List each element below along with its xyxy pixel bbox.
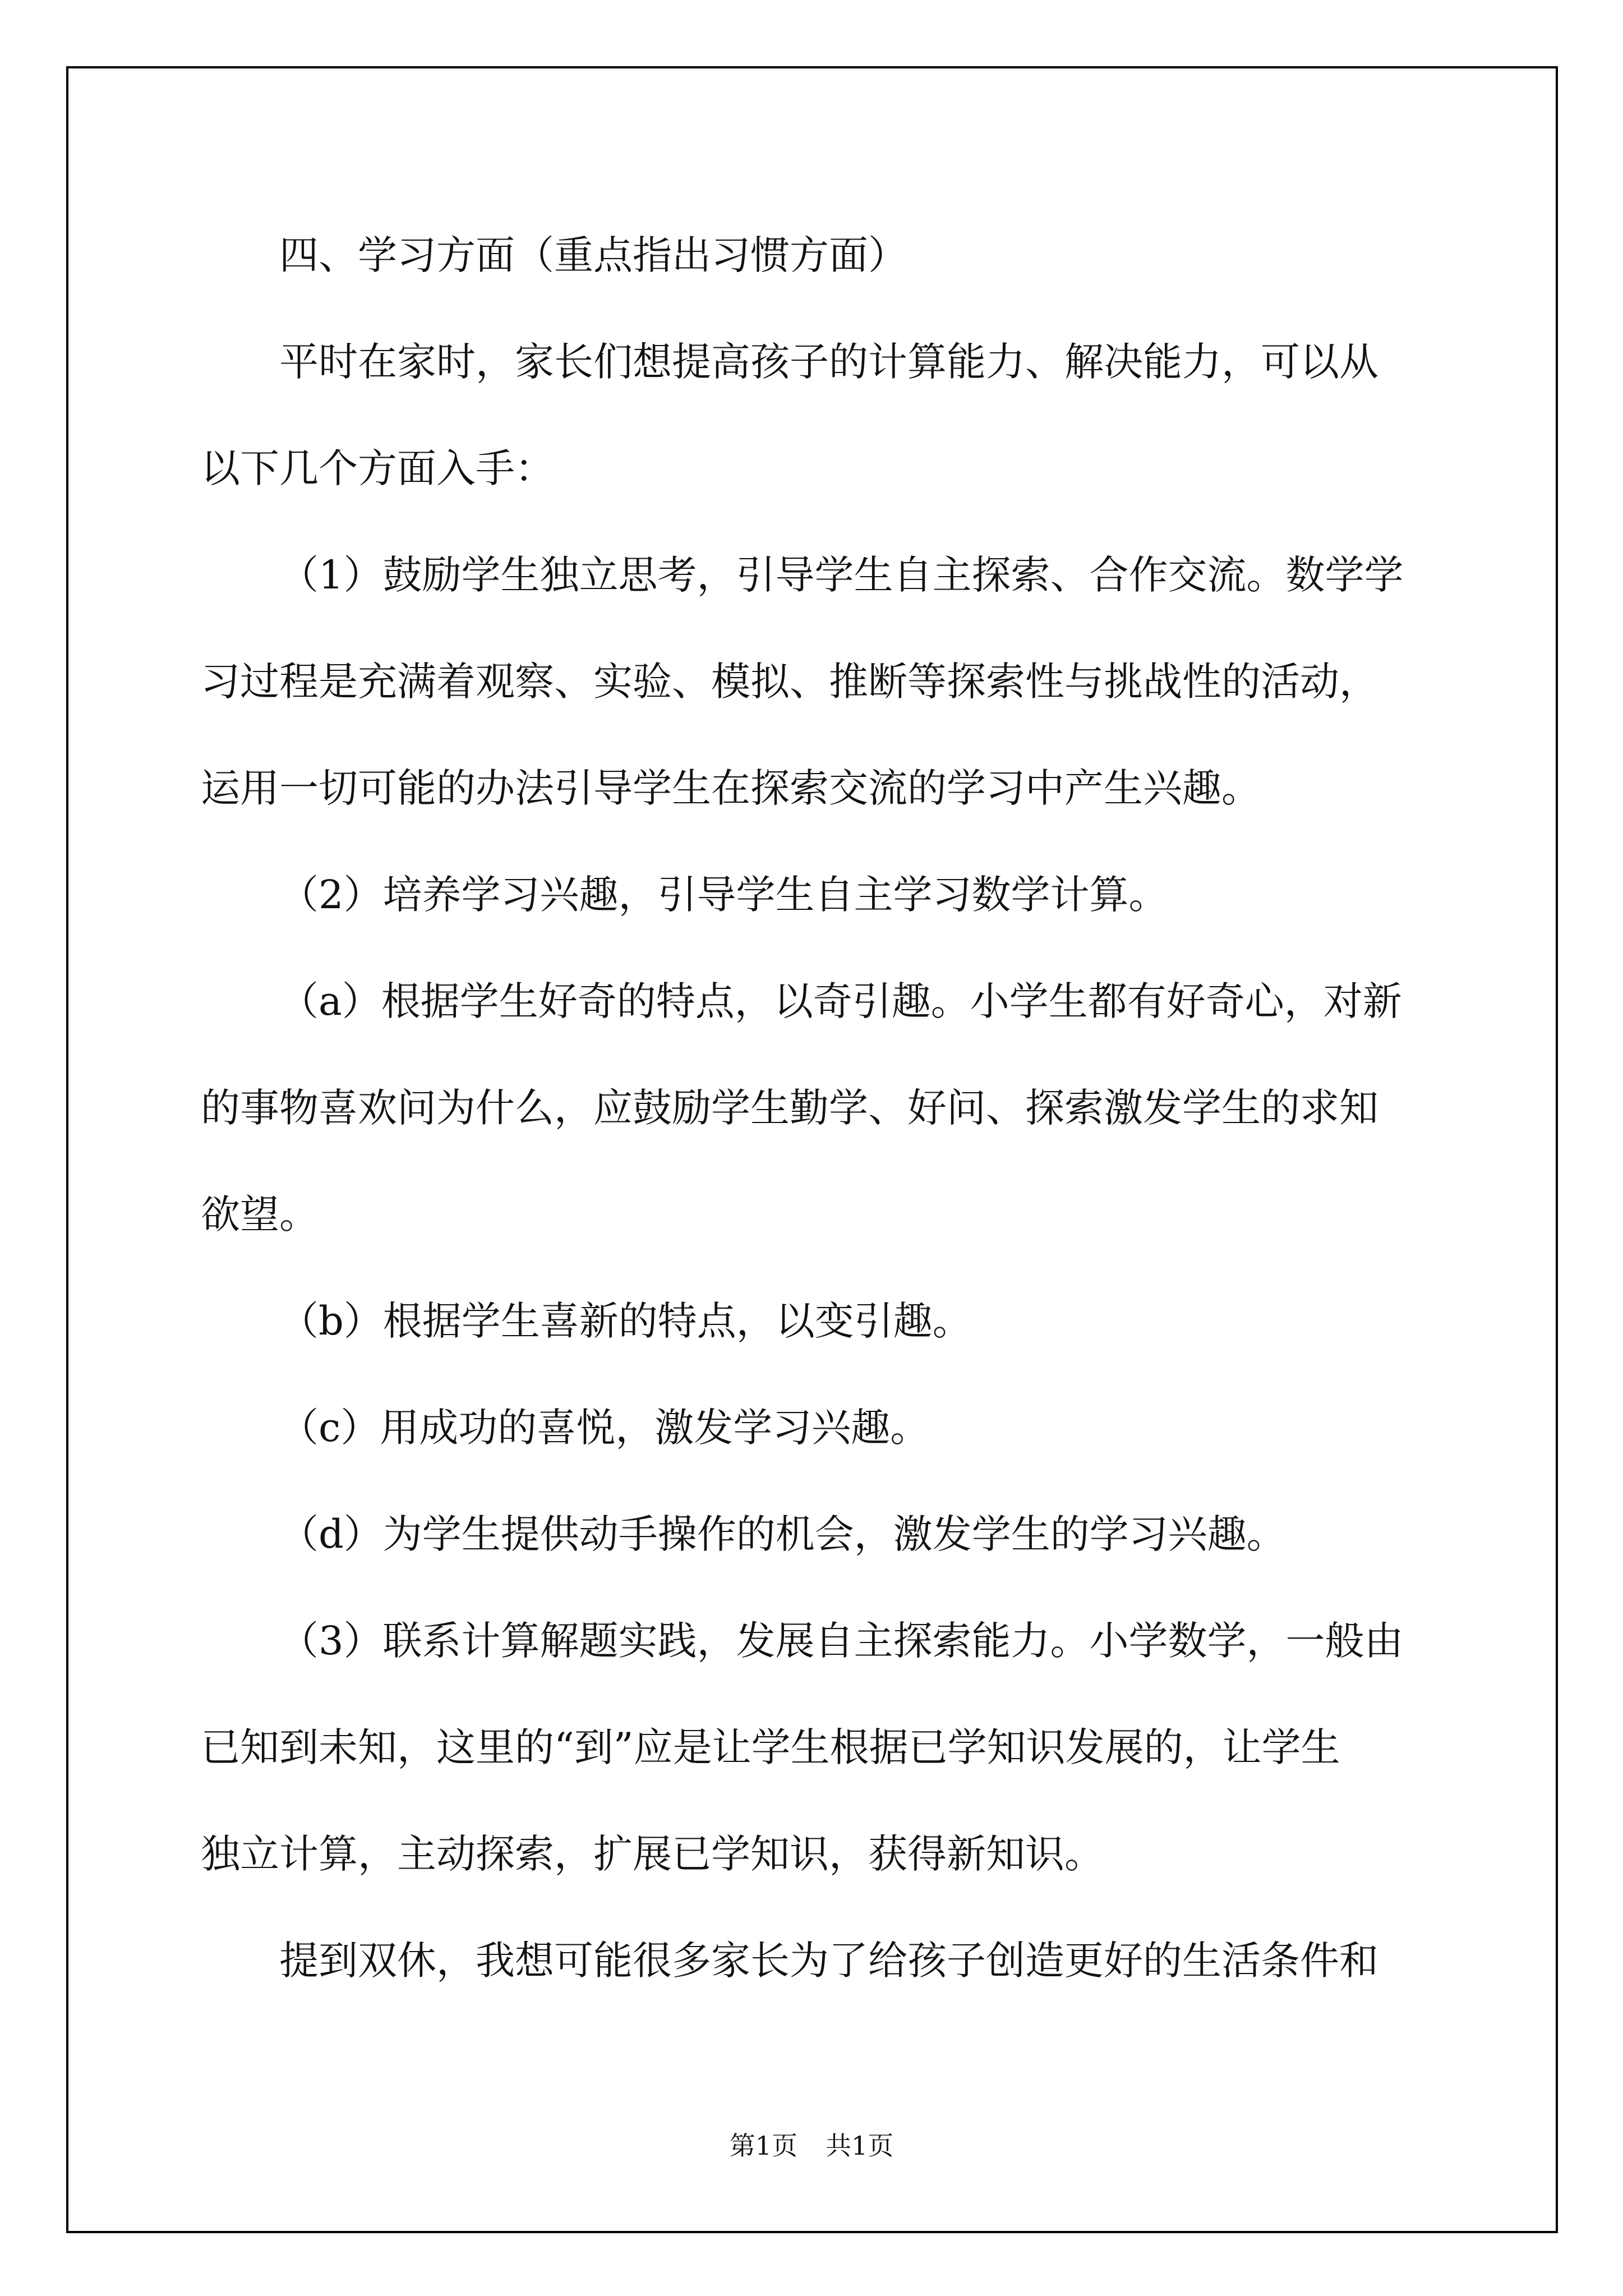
text-line: 欲望。 [201,1191,319,1237]
page-number-current: 第1页 [729,2131,797,2161]
text-line: （b）根据学生喜新的特点，以变引趣。 [279,1298,972,1344]
document-body [201,202,1435,2014]
page-footer [0,2129,1623,2162]
text-line: （c）用成功的喜悦，激发学习兴趣。 [279,1405,930,1451]
text-line: （3）联系计算解题实践，发展自主探索能力。小学数学，一般由 [279,1618,1404,1664]
text-line: 平时在家时，家长们想提高孩子的计算能力、解决能力，可以从 [279,339,1378,385]
text-line: 独立计算，主动探索，扩展已学知识，获得新知识。 [201,1831,1104,1877]
text-line: 的事物喜欢问为什么，应鼓励学生勤学、好问、探索激发学生的求知 [201,1085,1378,1131]
text-line: （2）培养学习兴趣，引导学生自主学习数学计算。 [279,872,1168,918]
text-line: 已知到未知，这里的“到”应是让学生根据已学知识发展的，让学生 [201,1724,1340,1770]
text-line: （1）鼓励学生独立思考，引导学生自主探索、合作交流。数学学 [279,552,1404,598]
text-line: （d）为学生提供动手操作的机会，激发学生的学习兴趣。 [279,1511,1286,1557]
text-line: 运用一切可能的办法引导学生在探索交流的学习中产生兴趣。 [201,765,1261,811]
page-number-total: 共1页 [826,2131,894,2161]
text-line: 以下几个方面入手： [201,445,554,491]
text-line: 四、学习方面（重点指出习惯方面） [279,232,907,278]
text-line: 提到双休，我想可能很多家长为了给孩子创造更好的生活条件和 [279,1938,1378,1984]
text-line: 习过程是充满着观察、实验、模拟、推断等探索性与挑战性的活动， [201,659,1378,705]
text-line: （a）根据学生好奇的特点，以奇引趣。小学生都有好奇心，对新 [279,978,1402,1024]
